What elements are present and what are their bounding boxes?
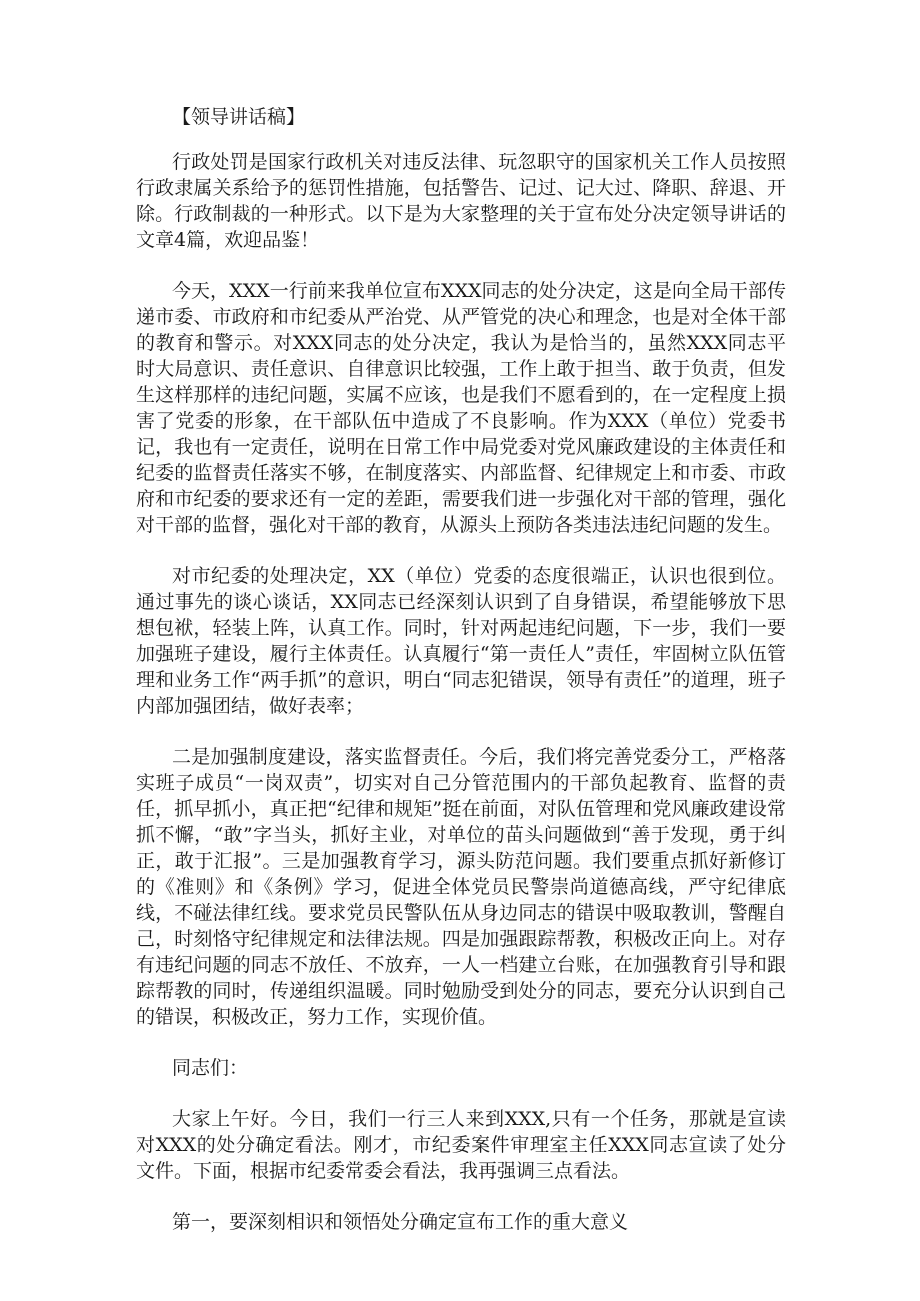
body-paragraph-4: 大家上午好。今日，我们一行三人来到XXX,只有一个任务，那就是宣读对XXX的处分确定看法。刚才，市纪委案件审理室主任XXX同志宣读了处分文件。下面，根据市纪委常委会看法，我再强调三点看法。 (136, 1108, 786, 1182)
salutation: 同志们： (172, 1057, 249, 1079)
body-paragraph-2: 对市纪委的处理决定，XX（单位）党委的态度很端正，认识也很到位。通过事先的谈心谈话，XX同志已经深刻认识到了自身错误，希望能够放下思想包袱，轻装上阵，认真工作。同时，针对两起违纪问题，下一步，我们一要加强班子建设，履行主体责任。认真履行“第一责任人”责任，牢固树立队伍管理和业务工作“两手抓”的意识，明白“同志犯错误，领导有责任”的道理，班子内部加强团结，做好表率； (136, 565, 786, 717)
document-title: 【领导讲话稿】 (172, 106, 306, 128)
body-paragraph-3: 二是加强制度建设，落实监督责任。今后，我们将完善党委分工，严格落实班子成员“一岗双责”，切实对自己分管范围内的干部负起教育、监督的责任，抓早抓小，真正把“纪律和规矩”挺在前面，对队伍管理和党风廉政建设常抓不懈，“敢”字当头，抓好主业，对单位的苗头问题做到“善于发现，勇于纠正，敢于汇报”。三是加强教育学习，源头防范问题。我们要重点抓好新修订的《准则》和《条例》学习，促进全体党员民警崇尚道德高线，严守纪律底线，不碰法律红线。要求党员民警队伍从身边同志的错误中吸取教训，警醒自己，时刻恪守纪律规定和法律法规。四是加强跟踪帮教，积极改正向上。对存有违纪问题的同志不放任、不放弃，一人一档建立台账，在加强教育引导和跟踪帮教的同时，传递组织温暖。同时勉励受到处分的同志，要充分认识到自己的错误，积极改正，努力工作，实现价值。 (136, 746, 786, 1028)
body-paragraph-1: 今天，XXX一行前来我单位宣布XXX同志的处分决定，这是向全局干部传递市委、市政府和市纪委从严治党、从严管党的决心和理念，也是对全体干部的教育和警示。对XXX同志的处分决定，我认为是恰当的，虽然XXX同志平时大局意识、责任意识、自律意识比较强，工作上敢于担当、敢于负责，但发生这样那样的违纪问题，实属不应该，也是我们不愿看到的，在一定程度上损害了党委的形象，在干部队伍中造成了不良影响。作为XXX（单位）党委书记，我也有一定责任，说明在日常工作中局党委对党风廉政建设的主体责任和纪委的监督责任落实不够，在制度落实、内部监督、纪律规定上和市委、市政府和市纪委的要求还有一定的差距，需要我们进一步强化对干部的管理，强化对干部的监督，强化对干部的教育，从源头上预防各类违法违纪问题的发生。 (136, 280, 786, 536)
section-heading-first: 第一，要深刻相识和领悟处分确定宣布工作的重大意义 (172, 1211, 629, 1233)
document-body (136, 104, 786, 1260)
intro-paragraph: 行政处罚是国家行政机关对违反法律、玩忽职守的国家机关工作人员按照行政隶属关系给予的惩罚性措施，包括警告、记过、记大过、降职、辞退、开除。行政制裁的一种形式。以下是为大家整理的关于宣布处分决定领导讲话的文章4篇，欢迎品鉴！ (136, 151, 786, 251)
